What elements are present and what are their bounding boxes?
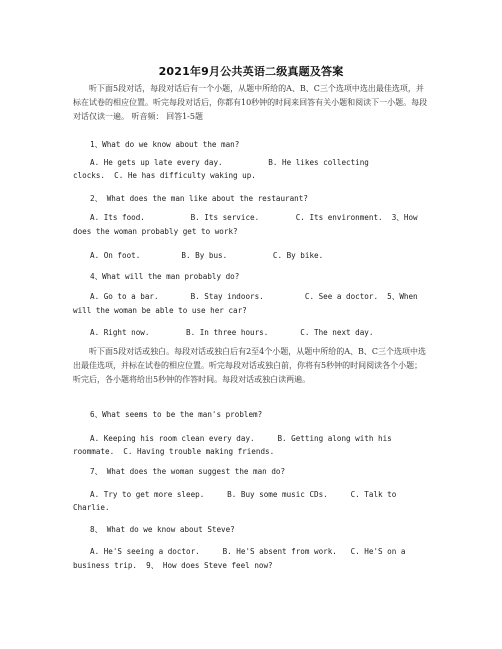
question-4: 4、What will the man probably do? bbox=[90, 272, 240, 281]
question-7-options-line-2: Charlie. bbox=[73, 503, 110, 512]
question-8-options-line-1: A. He'S seeing a doctor. B. He'S absent from work. C. He'S on a bbox=[90, 547, 406, 556]
intro-text-1: 听下面5段对话，每段对话后有一个小题，从题中所给的A、B、C三个选项中选出最佳选项，并标在试卷的相应位置。听完每段对话后，你都有10秒钟的时间来回答有关小题和阅读下一小题。每段对话仅读一遍。 听音频： 回答1-5题 bbox=[73, 84, 428, 121]
intro-paragraph-1 bbox=[73, 82, 429, 124]
page-title: 2021年9月公共英语二级真题及答案 bbox=[158, 65, 344, 78]
intro-paragraph-2 bbox=[73, 345, 429, 387]
question-6: 6、What seems to be the man's problem? bbox=[90, 410, 263, 419]
question-6-options-line-2: roommate. C. Having trouble making friends. bbox=[73, 447, 275, 456]
question-8-options-line-2: business trip. 9、 How does Steve feel now? bbox=[73, 561, 273, 570]
question-8: 8、 What do we know about Steve? bbox=[90, 525, 235, 534]
question-4-options-line-1: A. Go to a bar. B. Stay indoors. C. See a doctor. 5、When bbox=[90, 292, 418, 301]
question-2-options-line-1: A. Its food. B. Its service. C. Its environment. 3、How bbox=[90, 213, 418, 222]
question-1-options-line-1: A. He gets up late every day. B. He likes collecting bbox=[90, 158, 369, 167]
question-2-options-line-2: does the woman probably get to work? bbox=[73, 227, 238, 236]
question-7-options-line-1: A. Try to get more sleep. B. Buy some music CDs. C. Talk to bbox=[90, 490, 397, 499]
question-1-options-line-2: clocks. C. He has difficulty waking up. bbox=[73, 171, 256, 180]
question-2: 2、 What does the man like about the restaurant? bbox=[90, 194, 308, 203]
question-5-options: A. Right now. B. In three hours. C. The next day. bbox=[90, 328, 374, 337]
intro-text-2: 听下面5段对话或独白。每段对话或独白后有2至4个小题，从题中所给的A、B、C三个选项中选出最佳选项，并标在试卷的相应位置。听完每段对话或独白前，你将有5秒钟的时间阅读各个小题；听完后，各小题将给出5秒钟的作答时间。每段对话或独白读两遍。 bbox=[73, 347, 427, 384]
question-4-options-line-2: will the woman be able to use her car? bbox=[73, 306, 247, 315]
question-1: 1、What do we know about the man? bbox=[90, 140, 240, 149]
question-7: 7、 What does the woman suggest the man do? bbox=[90, 467, 286, 476]
question-3-options: A. On foot. B. By bus. C. By bike. bbox=[90, 251, 324, 260]
question-6-options-line-1: A. Keeping his room clean every day. B. Getting along with his bbox=[90, 434, 392, 443]
